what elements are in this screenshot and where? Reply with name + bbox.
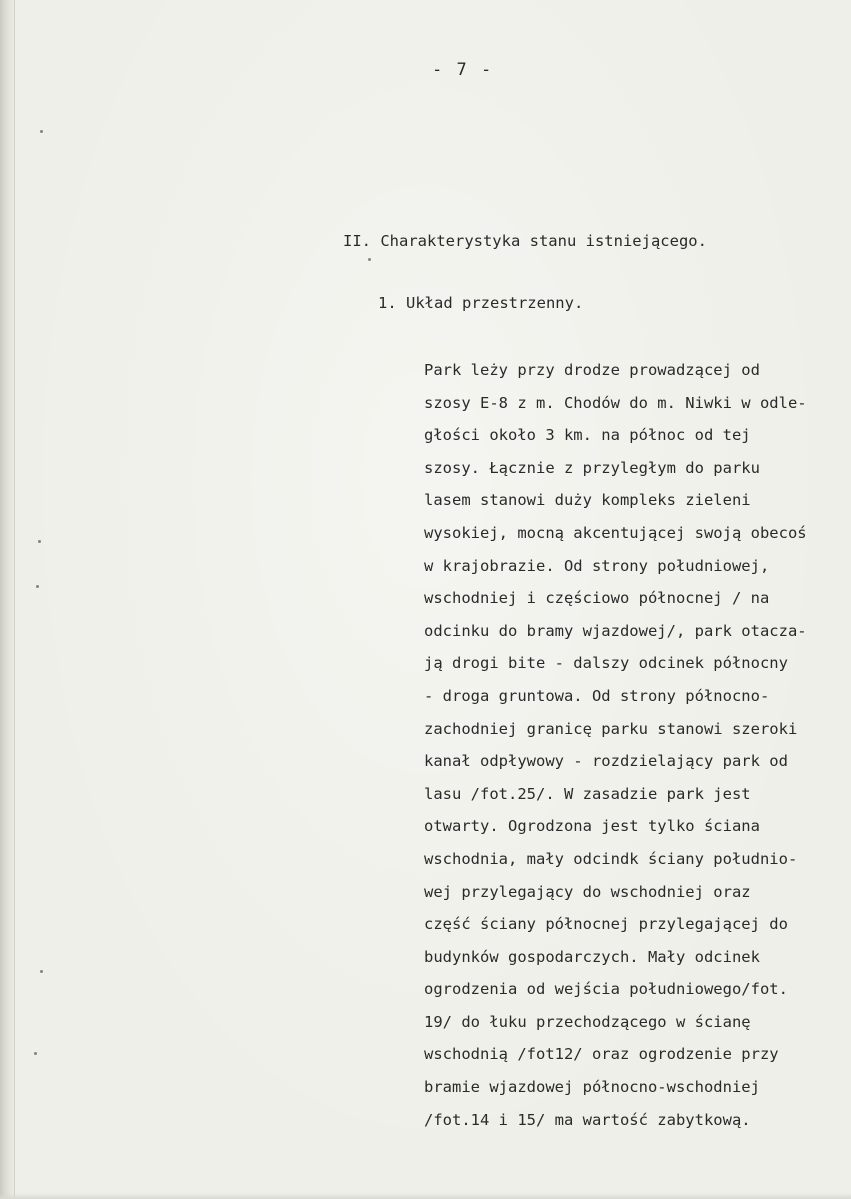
text-line: /fot.14 i 15/ ma wartość zabytkową. bbox=[424, 1110, 751, 1129]
text-line: - droga gruntowa. Od strony północno- bbox=[424, 686, 770, 705]
subsection-heading: 1. Układ przestrzenny. bbox=[378, 294, 584, 312]
page-bottom-edge bbox=[0, 1193, 851, 1199]
text-line: wschodnią /fot12/ oraz ogrodzenie przy bbox=[424, 1045, 779, 1064]
text-line: szosy. Łącznie z przyległym do parku bbox=[424, 458, 760, 477]
page-number: - 7 - bbox=[432, 60, 494, 80]
text-line: lasem stanowi duży kompleks zieleni bbox=[424, 491, 751, 510]
text-line: lasu /fot.25/. W zasadzie park jest bbox=[424, 784, 751, 803]
scan-speck bbox=[38, 540, 41, 543]
text-line: szosy E-8 z m. Chodów do m. Niwki w odle- bbox=[424, 393, 807, 412]
text-line: wej przylegający do wschodniej oraz bbox=[424, 882, 751, 901]
text-line: w krajobrazie. Od strony południowej, bbox=[424, 556, 770, 575]
text-line: głości około 3 km. na północ od tej bbox=[424, 426, 751, 445]
text-line: otwarty. Ogrodzona jest tylko ściana bbox=[424, 817, 760, 836]
scan-speck bbox=[40, 130, 43, 133]
text-line: bramie wjazdowej północno-wschodniej bbox=[424, 1078, 760, 1097]
text-line: kanał odpływowy - rozdzielający park od bbox=[424, 752, 788, 771]
section-heading: II. Charakterystyka stanu istniejącego. bbox=[343, 232, 707, 250]
text-line: Park leży przy drodze prowadzącej od bbox=[424, 361, 760, 379]
text-line: wysokiej, mocną akcentującej swoją obecoś bbox=[424, 523, 807, 542]
text-line: zachodniej granicę parku stanowi szeroki bbox=[424, 719, 798, 738]
text-line: budynków gospodarczych. Mały odcinek bbox=[424, 947, 760, 966]
text-line: ogrodzenia od wejścia południowego/fot. bbox=[424, 980, 788, 999]
text-line: 19/ do łuku przechodzącego w ścianę bbox=[424, 1012, 751, 1031]
text-line: ją drogi bite - dalszy odcinek północny bbox=[424, 654, 788, 673]
text-line: wschodniej i częściowo północnej / na bbox=[424, 589, 770, 608]
body-text bbox=[424, 358, 851, 1140]
scan-speck bbox=[40, 970, 43, 973]
binding-edge bbox=[0, 0, 15, 1199]
scan-speck bbox=[34, 1052, 37, 1055]
scan-speck bbox=[36, 585, 39, 588]
text-line: odcinku do bramy wjazdowej/, park otacza- bbox=[424, 621, 807, 640]
scan-speck bbox=[368, 258, 371, 261]
text-line: wschodnia, mały odcindk ściany południo- bbox=[424, 849, 798, 868]
text-line: część ściany północnej przylegającej do bbox=[424, 915, 788, 934]
